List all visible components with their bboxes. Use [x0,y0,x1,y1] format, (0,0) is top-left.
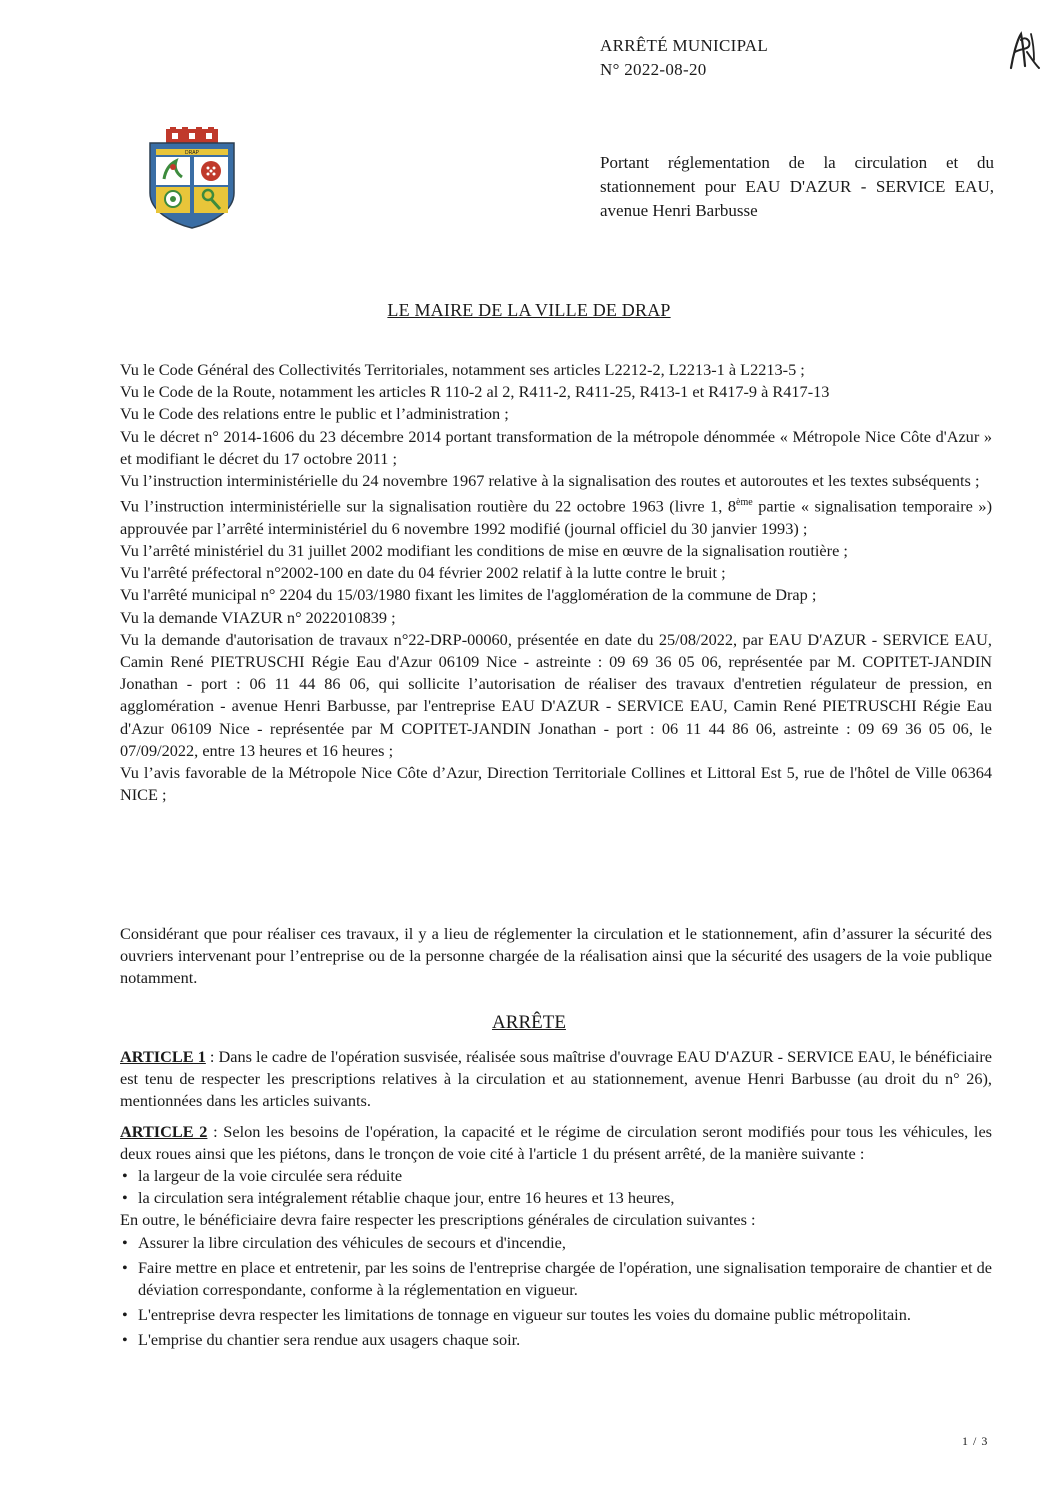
list-item: • L'entreprise devra respecter les limitations de tonnage en vigueur sur toutes les voies du domaine public métropolitain. [120,1304,992,1326]
legal-basis-item: Vu le Code de la Route, notamment les articles R 110-2 al 2, R411-2, R411-25, R413-1 et R417-9 à R417-13 [120,382,830,402]
article-text: : Dans le cadre de l'opération susvisée, réalisée sous maîtrise d'ouvrage EAU D'AZUR - SERVICE EAU, le bénéficiaire est tenu de respecter les prescriptions relatives à la circulation et au stationnement, avenue Henri Barbusse (au droit du n° 26), mentionnées dans les articles suivants. [120,1047,993,1111]
article-2 [120,1121,992,1165]
legal-basis-item: Vu la demande d'autorisation de travaux n°22-DRP-00060, présentée en date du 25/08/2022, par EAU D'AZUR - SERVICE EAU, Camin René PIETRUSCHI Régie Eau d'Azur 06109 Nice - astreinte : 09 69 36 05 06, représentée par M. COPITET-JANDIN Jonathan - port : 06 11 44 86 06, qui sollicite l’autorisation de réaliser des travaux d'entretien régulateur de pression, en agglomération - avenue Henri Barbusse, par l'entreprise EAU D'AZUR - SERVICE EAU, Camin René PIETRUSCHI Régie Eau d'Azur 06109 Nice - représentée par M COPITET-JANDIN Jonathan - port : 06 11 44 86 06, astreinte : 09 69 36 05 06, le 07/09/2022, entre 13 heures et 16 heures ; [120,629,992,760]
articles-section [120,1046,992,1355]
legal-basis-item: Vu le Code Général des Collectivités Territoriales, notamment ses articles L2212-2, L2213-1 à L2213-5 ; [120,360,805,379]
article-label: ARTICLE 1 [120,1047,206,1066]
legal-basis-text: Vu l’instruction interministérielle sur la signalisation routière du 22 octobre 1963 (livre 1, 8 [120,496,736,516]
legal-basis-item: Vu l’avis favorable de la Métropole Nice Côte d’Azur, Direction Territoriale Collines et Littoral Est 5, rue de l'hôtel de Ville 06364 NICE ; [120,763,992,805]
list-item: • Faire mettre en place et entretenir, par les soins de l'entreprise chargée de l'opération, une signalisation temporaire de chantier et de déviation correspondante, conforme à la réglementation en vigueur. [120,1257,992,1301]
general-prescriptions-list [120,1232,992,1352]
legal-basis-item: Vu l’instruction interministérielle du 24 novembre 1967 relative à la signalisation des routes et autoroutes et les textes subséquents ; [120,471,980,491]
list-item: • L'emprise du chantier sera rendue aux usagers chaque soir. [120,1329,992,1351]
article-2-further: En outre, le bénéficiaire devra faire respecter les prescriptions générales de circulation suivantes : [120,1210,756,1230]
article-text: : Selon les besoins de l'opération, la capacité et le régime de circulation seront modifiés pour tous les véhicules, les deux roues ainsi que les piétons, dans le tronçon de voie cité à l'article 1 du présent arrêté, de la manière suivante : [120,1121,993,1163]
legal-basis-item [120,492,992,540]
decree-reference [600,34,768,82]
legal-basis-item: Vu le Code des relations entre le public et l’administration ; [120,404,509,424]
arrete-heading: ARRÊTE [492,1012,566,1033]
decree-subject: Portant réglementation de la circulation et du stationnement pour EAU D'AZUR - SERVICE EAU, avenue Henri Barbusse [600,153,994,220]
handwritten-initials-icon [1003,30,1043,72]
traffic-measures-list [120,1165,992,1209]
legal-basis-item: Vu le décret n° 2014-1606 du 23 décembre 2014 portant transformation de la métropole dénommée « Métropole Nice Côte d'Azur » et modifiant le décret du 17 octobre 2011 ; [120,426,992,468]
legal-basis-item: Vu l'arrêté préfectoral n°2002-100 en date du 04 février 2002 relatif à la lutte contre le bruit ; [120,563,726,583]
legal-basis-text: partie « signalisation temporaire ») approuvée par l’arrêté interministériel du 6 novembre 1992 modifié (journal officiel du 30 janvier 1993) ; [120,496,992,538]
town-crest-logo [146,127,238,229]
decree-number: N° 2022-08-20 [600,60,707,79]
list-item: • Assurer la libre circulation des véhicules de secours et d'incendie, [120,1232,992,1254]
considering-paragraph: Considérant que pour réaliser ces travaux, il y a lieu de réglementer la circulation et le stationnement, afin d’assurer la sécurité des ouvriers intervenant pour l’entreprise ou de la personne chargée de la réalisation ainsi que la sécurité des usagers de la voie publique notamment. [120,924,992,988]
legal-basis-item: Vu l’arrêté ministériel du 31 juillet 2002 modifiant les conditions de mise en œuvre de la signalisation routière ; [120,541,848,561]
list-item: • la largeur de la voie circulée sera réduite [120,1165,992,1187]
decree-type: ARRÊTÉ MUNICIPAL [600,36,769,55]
crest-text: DRAP [185,150,199,156]
page-number: 1 / 3 [962,1434,989,1448]
legal-basis-item: Vu la demande VIAZUR n° 2022010839 ; [120,607,396,627]
legal-basis-list [120,359,992,806]
legal-basis-item: Vu l'arrêté municipal n° 2204 du 15/03/1980 fixant les limites de l'agglomération de la commune de Drap ; [120,585,817,605]
article-1 [120,1046,992,1113]
page-title: LE MAIRE DE LA VILLE DE DRAP [387,300,671,320]
ordinal-suffix: ème [736,497,753,509]
article-label: ARTICLE 2 [120,1121,208,1141]
list-item: • la circulation sera intégralement rétablie chaque jour, entre 16 heures et 13 heures, [120,1187,992,1209]
